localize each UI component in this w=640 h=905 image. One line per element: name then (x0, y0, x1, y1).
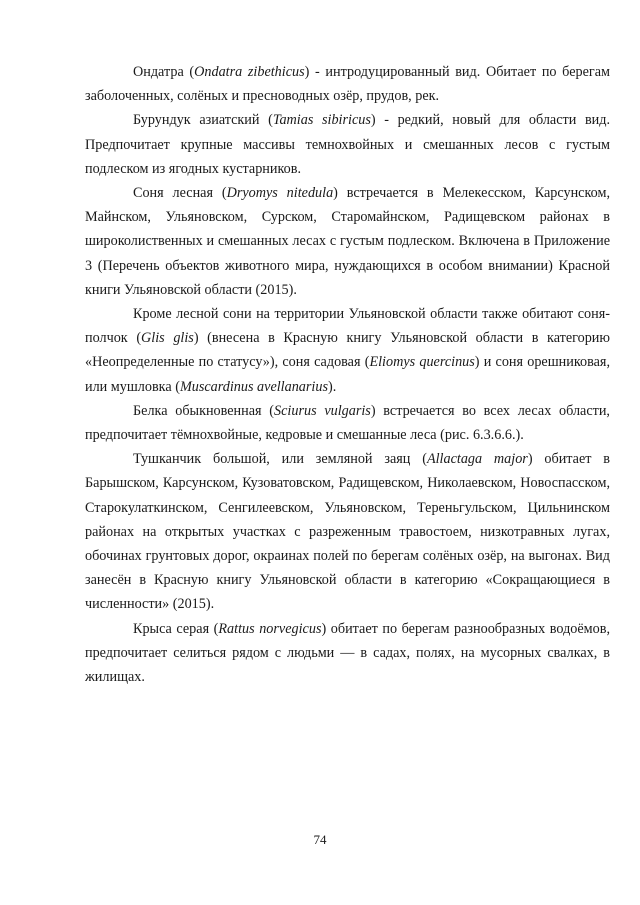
text-run: ) встречается в Мелекесском, Карсунском, Майнском, Ульяновском, Сурском, Старомайнском, Радищевском районах в широколиственных и смешанных лесах с густым подлеском. Включена в Приложение 3 (Перечень объектов животного мира, нуждающихся в особом внимании) Красной книги Ульяновской области (2015). (85, 185, 610, 298)
latin-species-name: Sciurus vulgaris (274, 402, 371, 419)
paragraph-squirrel (85, 399, 610, 447)
paragraph-chipmunk (85, 108, 610, 181)
text-run: Соня лесная ( (133, 185, 227, 202)
paragraph-brown-rat (85, 617, 610, 690)
paragraph-forest-dormouse (85, 181, 610, 302)
latin-species-name: Muscardinus avellanarius (179, 378, 328, 395)
paragraph-jerboa (85, 447, 610, 616)
text-run: Белка обыкновенная ( (133, 402, 275, 419)
text-run: Крыса серая ( (133, 620, 219, 637)
text-run: Бурундук азиатский ( (133, 112, 273, 129)
page-number: 74 (313, 832, 327, 847)
text-run: Тушканчик большой, или земляной заяц ( (133, 451, 427, 468)
text-run: ) обитает в Барышском, Карсунском, Кузоватовском, Радищевском, Николаевском, Новоспасском, Старокулаткинском, Сенгилеевском, Ульяновском, Тереньгульском, Цильнинском районах на открытых участках с разреженным травостоем, низкотравных лугах, обочинах грунтовых дорог, окраинах полей по берегам солёных озёр, на выгонах. Вид занесён в Красную книгу Ульяновской области в категорию «Сокращающиеся в численности» (2015). (85, 451, 611, 613)
text-run: ) и соня орешниковая, или мушловка ( (85, 354, 610, 395)
text-run: ) обитает по берегам разнообразных водоёмов, предпочитает селиться рядом с людьми — в садах, полях, на мусорных свалках, в жилищах. (85, 620, 610, 686)
text-run: ) встречается во всех лесах области, предпочитает тёмнохвойные, кедровые и смешанные леса (рис. 6.3.6.6.). (85, 402, 610, 444)
paragraph-ondatra (85, 60, 610, 108)
paragraph-other-dormice (85, 302, 610, 399)
latin-species-name: Allactaga major (426, 451, 528, 468)
text-run: Кроме лесной сони на территории Ульяновской области также обитают соня-полчок ( (85, 306, 610, 347)
text-run: ) - интродуцированный вид. Обитает по берегам заболоченных, солёных и пресноводных озёр, прудов, рек. (85, 64, 610, 105)
text-run: ) (внесена в Красную книгу Ульяновской области в категорию «Неопределенные по статусу»), соня садовая ( (85, 330, 610, 371)
latin-species-name: Tamias sibiricus (272, 112, 371, 129)
body-text (85, 60, 610, 689)
text-run: ) - редкий, новый для области вид. Предпочитает крупные массивы темнохвойных и смешанных лесов с густым подлеском из ягодных кустарников. (85, 112, 610, 177)
latin-species-name: Rattus norvegicus (218, 620, 322, 637)
text-run: ). (327, 378, 337, 395)
latin-species-name: Ondatra zibethicus (194, 64, 305, 80)
latin-species-name: Glis glis (141, 330, 194, 347)
text-run: Ондатра ( (133, 64, 195, 80)
latin-species-name: Dryomys nitedula (226, 185, 334, 202)
latin-species-name: Eliomys quercinus (369, 354, 475, 371)
